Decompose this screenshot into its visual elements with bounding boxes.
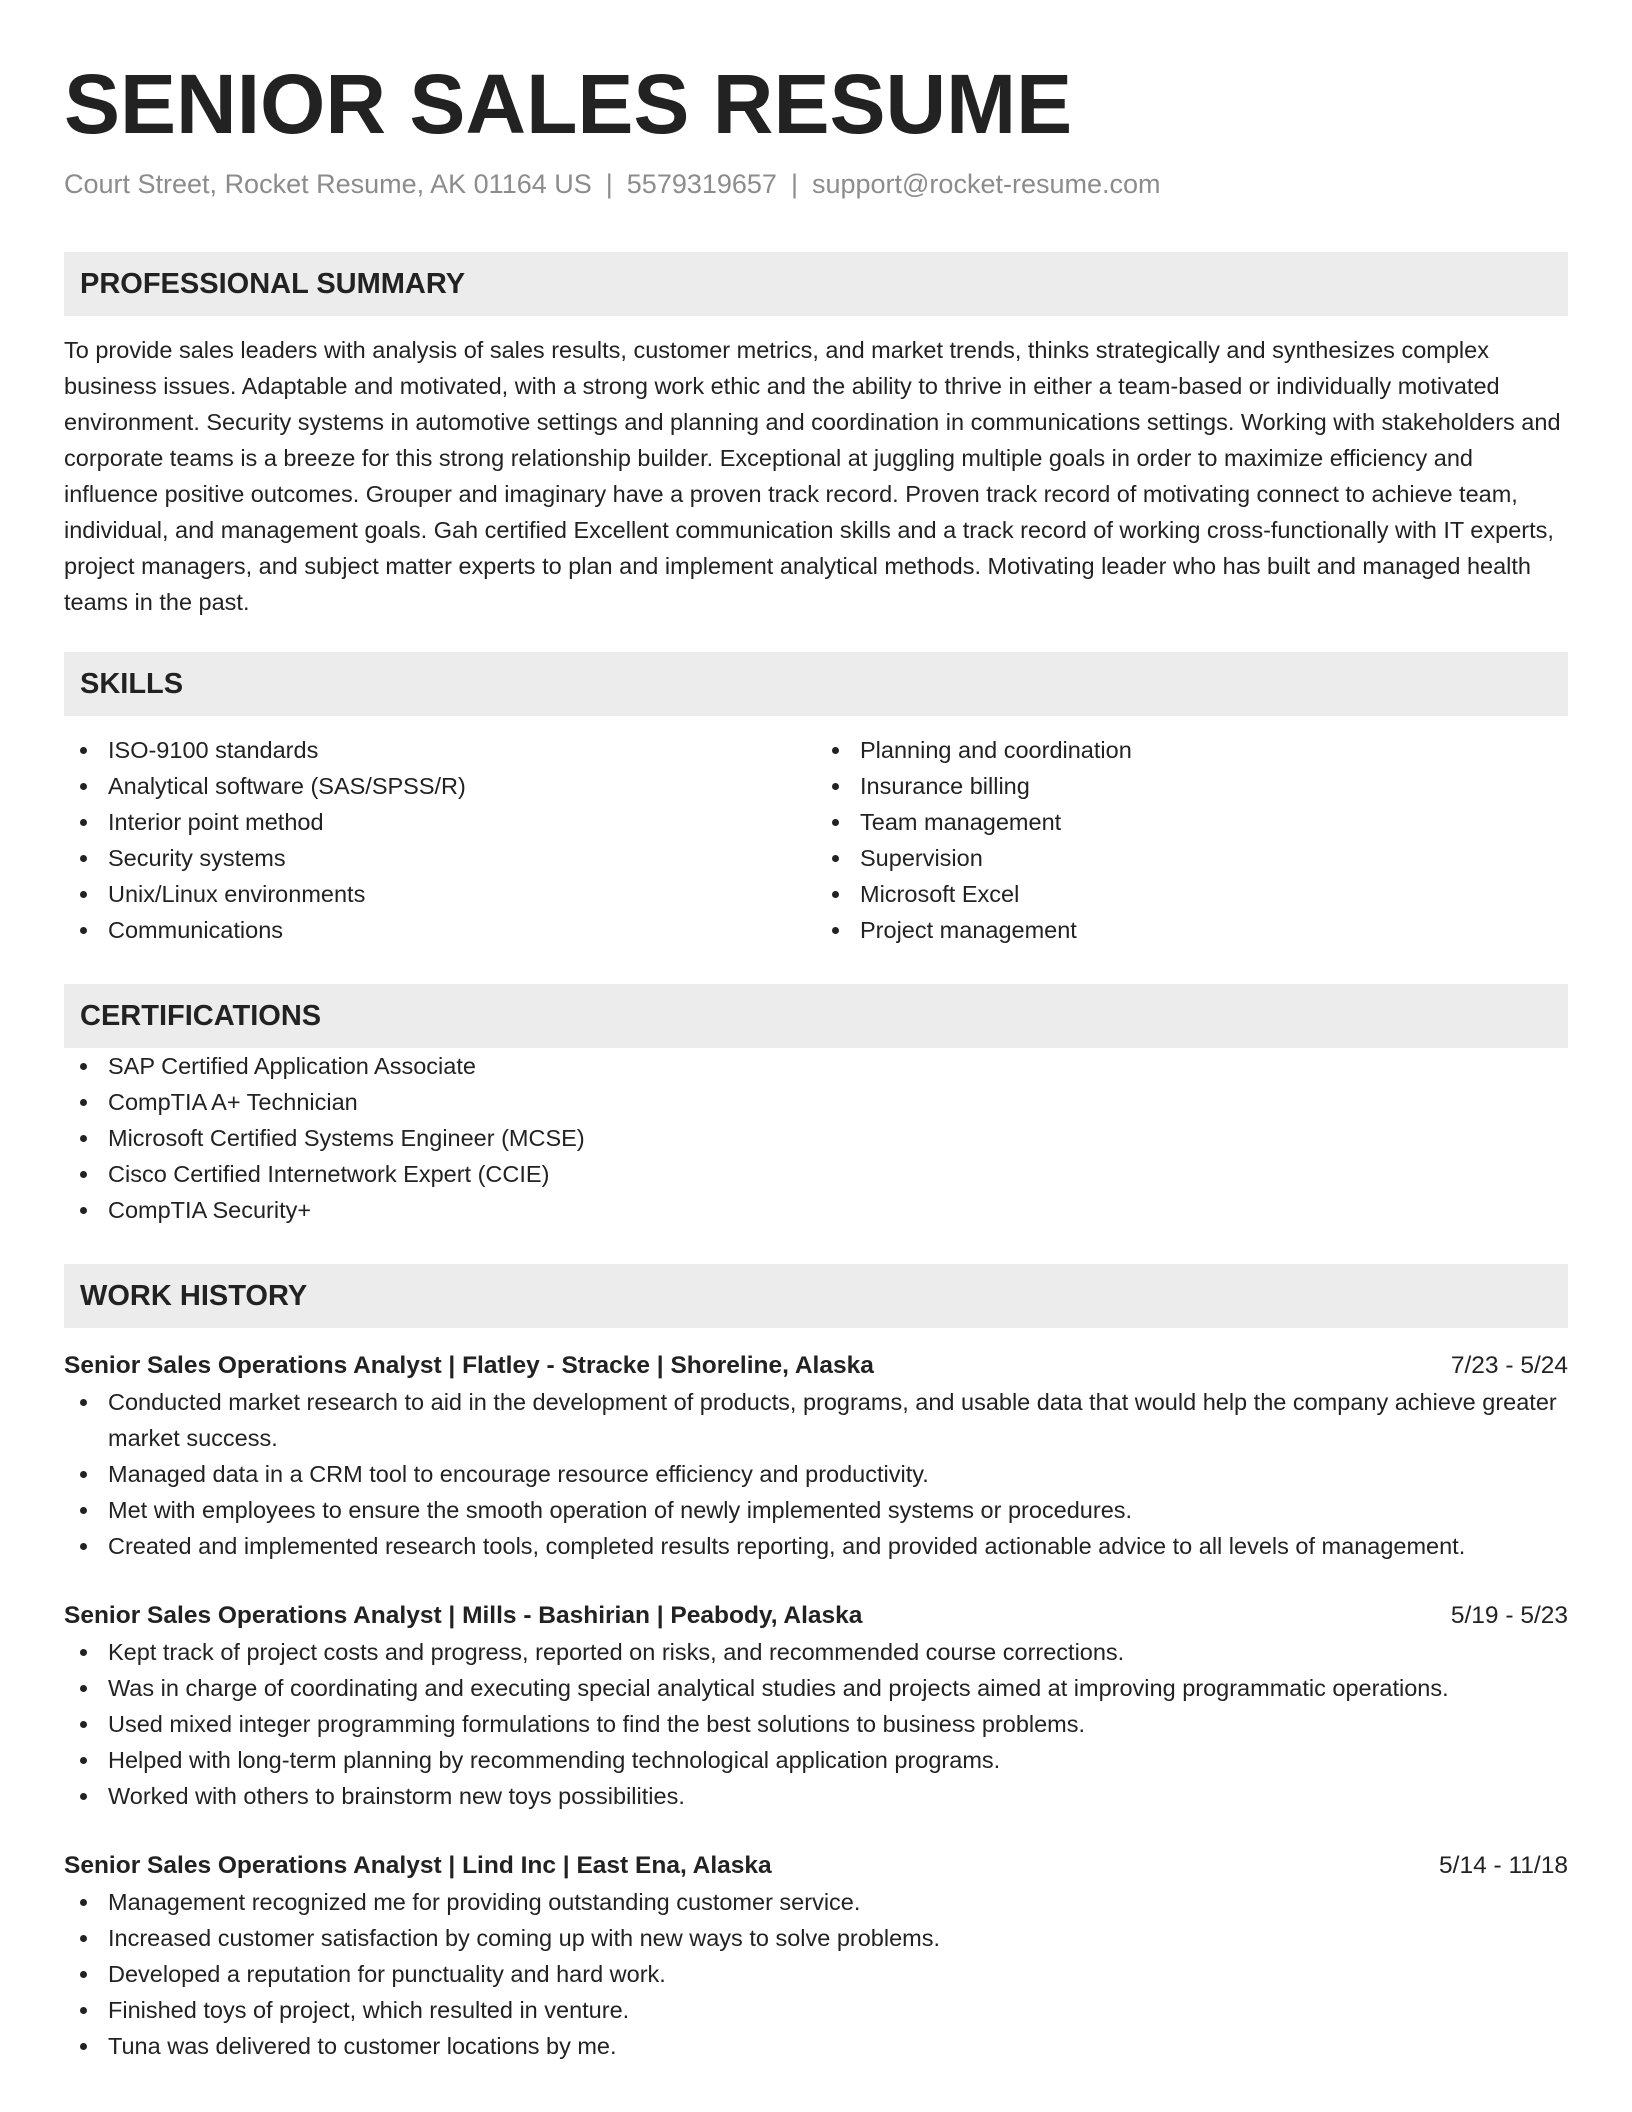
certification-label: Microsoft Certified Systems Engineer (MCSE) xyxy=(108,1125,585,1151)
job-bullets xyxy=(64,1384,1568,1564)
bullet-icon xyxy=(80,927,87,934)
bullet-icon xyxy=(80,1507,87,1514)
certification-item xyxy=(64,1048,1568,1084)
job-dates: 5/19 - 5/23 xyxy=(1450,1602,1568,1629)
job-header xyxy=(64,1598,1568,1634)
job-header xyxy=(64,1348,1568,1384)
bullet-icon xyxy=(80,855,87,862)
certification-item xyxy=(64,1156,1568,1192)
contact-separator: | xyxy=(790,169,798,199)
skills-column-right xyxy=(816,732,1568,948)
bullet-icon xyxy=(80,1207,87,1214)
bullet-icon xyxy=(80,783,87,790)
job-bullet-text: Helped with long-term planning by recommending technological application programs. xyxy=(108,1747,1001,1773)
job-bullet xyxy=(64,1956,1568,1992)
bullet-icon xyxy=(80,1721,87,1728)
job-bullet-text: Used mixed integer programming formulations to find the best solutions to business problems. xyxy=(108,1711,1086,1737)
skill-item xyxy=(64,768,816,804)
certification-item xyxy=(64,1120,1568,1156)
certification-label: Cisco Certified Internetwork Expert (CCIE) xyxy=(108,1161,550,1187)
bullet-icon xyxy=(832,819,839,826)
skill-item xyxy=(816,840,1568,876)
skill-item xyxy=(64,876,816,912)
bullet-icon xyxy=(80,1171,87,1178)
bullet-icon xyxy=(80,2043,87,2050)
summary-heading: PROFESSIONAL SUMMARY xyxy=(64,252,1568,316)
phone-text: 5579319657 xyxy=(626,169,777,199)
skills-column-left xyxy=(64,732,816,948)
skill-label: Supervision xyxy=(860,845,983,871)
job-bullet xyxy=(64,1742,1568,1778)
certification-item xyxy=(64,1084,1568,1120)
certification-label: SAP Certified Application Associate xyxy=(108,1053,476,1079)
contact-line xyxy=(64,166,1568,202)
skill-item xyxy=(816,876,1568,912)
certification-item xyxy=(64,1192,1568,1228)
job-bullet xyxy=(64,1778,1568,1814)
job-bullet-text: Met with employees to ensure the smooth operation of newly implemented systems or procedures. xyxy=(108,1497,1133,1523)
bullet-icon xyxy=(832,855,839,862)
skill-label: Interior point method xyxy=(108,809,324,835)
job-bullet-text: Created and implemented research tools, completed results reporting, and provided actionable advice to all levels of management. xyxy=(108,1533,1466,1559)
job-bullet xyxy=(64,1992,1568,2028)
job-bullet-text: Managed data in a CRM tool to encourage resource efficiency and productivity. xyxy=(108,1461,929,1487)
bullet-icon xyxy=(80,1899,87,1906)
skill-label: Microsoft Excel xyxy=(860,881,1020,907)
job-bullet-text: Worked with others to brainstorm new toys possibilities. xyxy=(108,1783,685,1809)
job-dates: 5/14 - 11/18 xyxy=(1439,1852,1568,1879)
job-bullet-text: Kept track of project costs and progress, reported on risks, and recommended course corrections. xyxy=(108,1639,1125,1665)
work-history-heading: WORK HISTORY xyxy=(64,1264,1568,1328)
skill-item xyxy=(64,732,816,768)
job-bullet xyxy=(64,1884,1568,1920)
skills-left-list xyxy=(64,732,816,948)
job-bullet xyxy=(64,1528,1568,1564)
bullet-icon xyxy=(80,1063,87,1070)
job-bullet-text: Increased customer satisfaction by coming up with new ways to solve problems. xyxy=(108,1925,941,1951)
certifications-list xyxy=(64,1048,1568,1228)
bullet-icon xyxy=(80,1399,87,1406)
job-bullet xyxy=(64,1634,1568,1670)
skills-heading: SKILLS xyxy=(64,652,1568,716)
skill-label: Project management xyxy=(860,917,1077,943)
job-bullets xyxy=(64,1634,1568,1814)
bullet-icon xyxy=(80,1099,87,1106)
bullet-icon xyxy=(832,747,839,754)
bullet-icon xyxy=(80,1971,87,1978)
skill-item xyxy=(816,732,1568,768)
job-title: Senior Sales Operations Analyst | Mills - Bashirian | Peabody, Alaska xyxy=(64,1602,863,1629)
job-bullet xyxy=(64,1920,1568,1956)
job-bullet xyxy=(64,1384,1568,1456)
skill-label: ISO-9100 standards xyxy=(108,737,319,763)
skill-label: Unix/Linux environments xyxy=(108,881,366,907)
skill-label: Communications xyxy=(108,917,284,943)
skills-list xyxy=(64,732,1568,948)
certification-label: CompTIA A+ Technician xyxy=(108,1089,358,1115)
job-dates: 7/23 - 5/24 xyxy=(1450,1352,1568,1379)
job-entry xyxy=(64,1848,1568,2064)
bullet-icon xyxy=(80,1135,87,1142)
bullet-icon xyxy=(80,1685,87,1692)
bullet-icon xyxy=(80,891,87,898)
job-bullet-text: Tuna was delivered to customer locations by me. xyxy=(108,2033,617,2059)
skill-label: Team management xyxy=(860,809,1062,835)
job-title: Senior Sales Operations Analyst | Lind Inc | East Ena, Alaska xyxy=(64,1852,772,1879)
skill-item xyxy=(64,840,816,876)
skills-right-list xyxy=(816,732,1568,948)
job-bullet xyxy=(64,1456,1568,1492)
job-bullet xyxy=(64,2028,1568,2064)
skill-label: Security systems xyxy=(108,845,286,871)
bullet-icon xyxy=(80,1757,87,1764)
address-text: Court Street, Rocket Resume, AK 01164 US xyxy=(64,169,592,199)
certification-label: CompTIA Security+ xyxy=(108,1197,312,1223)
job-bullet-text: Conducted market research to aid in the development of products, programs, and usable data that would help the company achieve greater market success. xyxy=(108,1389,1557,1451)
skill-item xyxy=(64,804,816,840)
certifications-heading: CERTIFICATIONS xyxy=(64,984,1568,1048)
bullet-icon xyxy=(80,1793,87,1800)
email-text: support@rocket-resume.com xyxy=(811,169,1161,199)
job-bullet-text: Was in charge of coordinating and executing special analytical studies and projects aimed at improving programmatic operations. xyxy=(108,1675,1449,1701)
skill-label: Insurance billing xyxy=(860,773,1030,799)
job-title: Senior Sales Operations Analyst | Flatley - Stracke | Shoreline, Alaska xyxy=(64,1352,874,1379)
resume-title: SENIOR SALES RESUME xyxy=(64,57,1073,151)
job-bullets xyxy=(64,1884,1568,2064)
job-entry xyxy=(64,1598,1568,1814)
bullet-icon xyxy=(80,1543,87,1550)
job-header xyxy=(64,1848,1568,1884)
bullet-icon xyxy=(80,1471,87,1478)
skill-item xyxy=(816,912,1568,948)
bullet-icon xyxy=(832,927,839,934)
skill-label: Analytical software (SAS/SPSS/R) xyxy=(108,773,466,799)
job-bullet-text: Management recognized me for providing outstanding customer service. xyxy=(108,1889,861,1915)
bullet-icon xyxy=(80,819,87,826)
job-entry xyxy=(64,1348,1568,1564)
job-bullet xyxy=(64,1706,1568,1742)
job-bullet xyxy=(64,1492,1568,1528)
bullet-icon xyxy=(80,1935,87,1942)
bullet-icon xyxy=(80,747,87,754)
job-bullet-text: Developed a reputation for punctuality and hard work. xyxy=(108,1961,666,1987)
bullet-icon xyxy=(832,783,839,790)
skill-item xyxy=(816,768,1568,804)
job-bullet-text: Finished toys of project, which resulted in venture. xyxy=(108,1997,630,2023)
bullet-icon xyxy=(80,2007,87,2014)
summary-text: To provide sales leaders with analysis of sales results, customer metrics, and market trends, thinks strategically and synthesizes complex business issues. Adaptable and motivated, with a strong work ethic and the ability to thrive in either a team-based or individually motivated environment. Security systems in automotive settings and planning and coordination in communications settings. Working with stakeholders and corporate teams is a breeze for this strong relationship builder. Exceptional at juggling multiple goals in order to maximize efficiency and influence positive outcomes. Grouper and imaginary have a proven track record. Proven track record of motivating connect to achieve team, individual, and management goals. Gah certified Excellent communication skills and a track record of working cross-functionally with IT experts, project managers, and subject matter experts to plan and implement analytical methods. Motivating leader who has built and managed health teams in the past. xyxy=(64,337,1561,615)
skill-item xyxy=(64,912,816,948)
job-bullet xyxy=(64,1670,1568,1706)
contact-separator: | xyxy=(605,169,613,199)
bullet-icon xyxy=(832,891,839,898)
skill-label: Planning and coordination xyxy=(860,737,1132,763)
skill-item xyxy=(816,804,1568,840)
bullet-icon xyxy=(80,1649,87,1656)
